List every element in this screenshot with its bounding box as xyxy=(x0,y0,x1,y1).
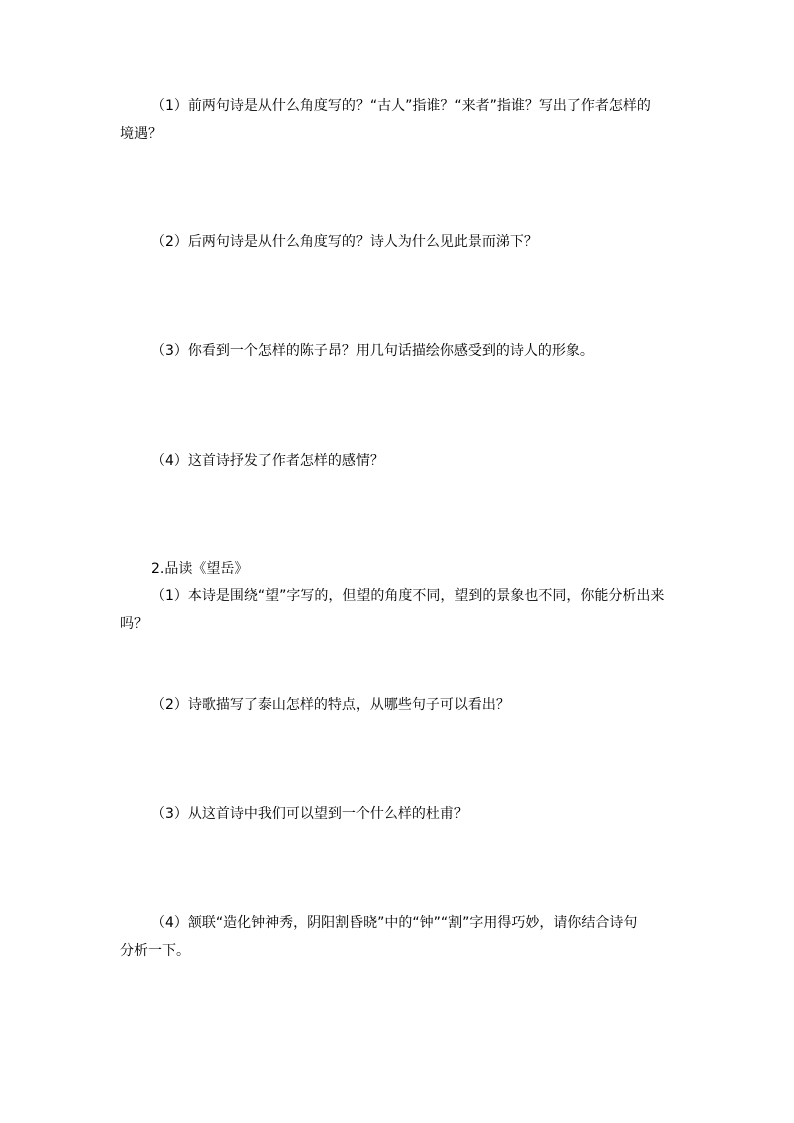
section-2-heading: 2.品读《望岳》 xyxy=(151,561,249,577)
question-1-line-1: （1）前两句诗是从什么角度写的？“古人”指谁？“来者”指谁？写出了作者怎样的 xyxy=(151,98,651,114)
question-2: （2）后两句诗是从什么角度写的？诗人为什么见此景而涕下？ xyxy=(151,234,538,250)
section-2-question-4-line-1: （4）颔联“造化钟神秀，阴阳割昏晓”中的“钟”“割”字用得巧妙，请你结合诗句 xyxy=(151,915,638,931)
question-1-line-2: 境遇？ xyxy=(120,126,162,142)
question-3: （3）你看到一个怎样的陈子昂？用几句话描绘你感受到的诗人的形象。 xyxy=(151,343,594,359)
section-2-question-2: （2）诗歌描写了泰山怎样的特点，从哪些句子可以看出？ xyxy=(151,697,510,713)
section-2-question-1-line-2: 吗？ xyxy=(120,616,148,632)
section-2-question-3: （3）从这首诗中我们可以望到一个什么样的杜甫？ xyxy=(151,806,468,822)
section-2-question-1-line-1: （1）本诗是围绕“望”字写的，但望的角度不同，望到的景象也不同，你能分析出来 xyxy=(151,588,665,604)
question-4: （4）这首诗抒发了作者怎样的感情？ xyxy=(151,453,384,469)
section-2-question-4-line-2: 分析一下。 xyxy=(120,943,190,959)
